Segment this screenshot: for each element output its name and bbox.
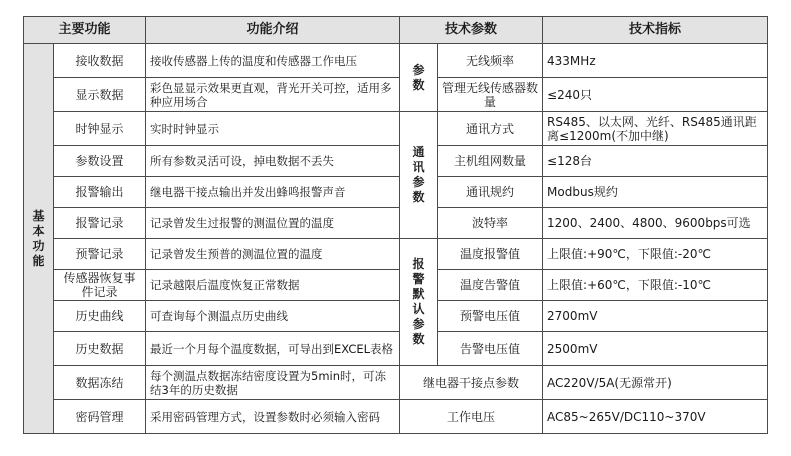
function-name: 参数设置 [54,146,146,177]
param-name: 继电器干接点参数 [400,366,543,400]
param-name: 管理无线传感器数量 [438,78,543,112]
function-desc: 最近一个月每个温度数据，可导出到EXCEL表格 [146,332,400,366]
header-row [24,17,768,44]
function-name: 显示数据 [54,78,146,112]
param-name: 主机组网数量 [438,146,543,177]
function-name: 报警输出 [54,177,146,208]
table-row [24,239,768,270]
param-name: 温度报警值 [438,239,543,270]
function-desc: 所有参数灵活可设，掉电数据不丢失 [146,146,400,177]
param-name: 通讯方式 [438,112,543,146]
table-row [24,270,768,301]
table-row [24,208,768,239]
function-desc: 彩色显显示效果更直观，背光开关可控，适用多种应用场合 [146,78,400,112]
function-name: 接收数据 [54,44,146,78]
left-group-label: 基本功能 [24,44,54,434]
function-desc: 实时时钟显示 [146,112,400,146]
param-value: RS485、以太网、光纤、RS485通讯距离≤1200m(不加中继) [543,112,768,146]
function-name: 历史曲线 [54,301,146,332]
header-tech-param: 技术参数 [400,17,543,44]
function-name: 数据冻结 [54,366,146,400]
header-func-intro: 功能介绍 [146,17,400,44]
function-desc: 每个测温点数据冻结密度设置为5min时，可冻结3年的历史数据 [146,366,400,400]
param-value: 2700mV [543,301,768,332]
table-row [24,112,768,146]
table-row [24,78,768,112]
param-value: 2500mV [543,332,768,366]
function-name: 预警记录 [54,239,146,270]
table-row [24,44,768,78]
param-value: 上限值:+60℃，下限值:-10℃ [543,270,768,301]
function-name: 密码管理 [54,400,146,434]
param-value: 上限值:+90℃，下限值:-20℃ [543,239,768,270]
param-name: 预警电压值 [438,301,543,332]
table-row [24,332,768,366]
header-tech-spec: 技术指标 [543,17,768,44]
param-name: 波特率 [438,208,543,239]
param-value: AC220V/5A(无源常开) [543,366,768,400]
function-desc: 可查询每个测温点历史曲线 [146,301,400,332]
param-group-label: 通讯参数 [400,112,438,239]
table-row [24,177,768,208]
param-value: AC85~265V/DC110~370V [543,400,768,434]
table-row [24,301,768,332]
function-name: 历史数据 [54,332,146,366]
param-value: ≤240只 [543,78,768,112]
param-value: 433MHz [543,44,768,78]
function-name: 传感器恢复事件记录 [54,270,146,301]
table-row [24,366,768,400]
table-row [24,146,768,177]
function-name: 报警记录 [54,208,146,239]
param-value: Modbus规约 [543,177,768,208]
param-name: 温度告警值 [438,270,543,301]
param-value: ≤128台 [543,146,768,177]
function-desc: 记录曾发生预普的测温位置的温度 [146,239,400,270]
function-desc: 采用密码管理方式，设置参数时必须输入密码 [146,400,400,434]
function-desc: 接收传感器上传的温度和传感器工作电压 [146,44,400,78]
param-name: 告警电压值 [438,332,543,366]
function-desc: 记录越限后温度恢复正常数据 [146,270,400,301]
function-desc: 记录曾发生过报警的测温位置的温度 [146,208,400,239]
param-group-label: 报警默认参数 [400,239,438,366]
header-main-func: 主要功能 [24,17,146,44]
param-group-label: 参数 [400,44,438,112]
param-name: 无线频率 [438,44,543,78]
spec-table [23,16,768,434]
function-desc: 继电器干接点输出并发出蜂鸣报警声音 [146,177,400,208]
param-value: 1200、2400、4800、9600bps可选 [543,208,768,239]
param-name: 工作电压 [400,400,543,434]
table-row [24,400,768,434]
function-name: 时钟显示 [54,112,146,146]
param-name: 通讯规约 [438,177,543,208]
